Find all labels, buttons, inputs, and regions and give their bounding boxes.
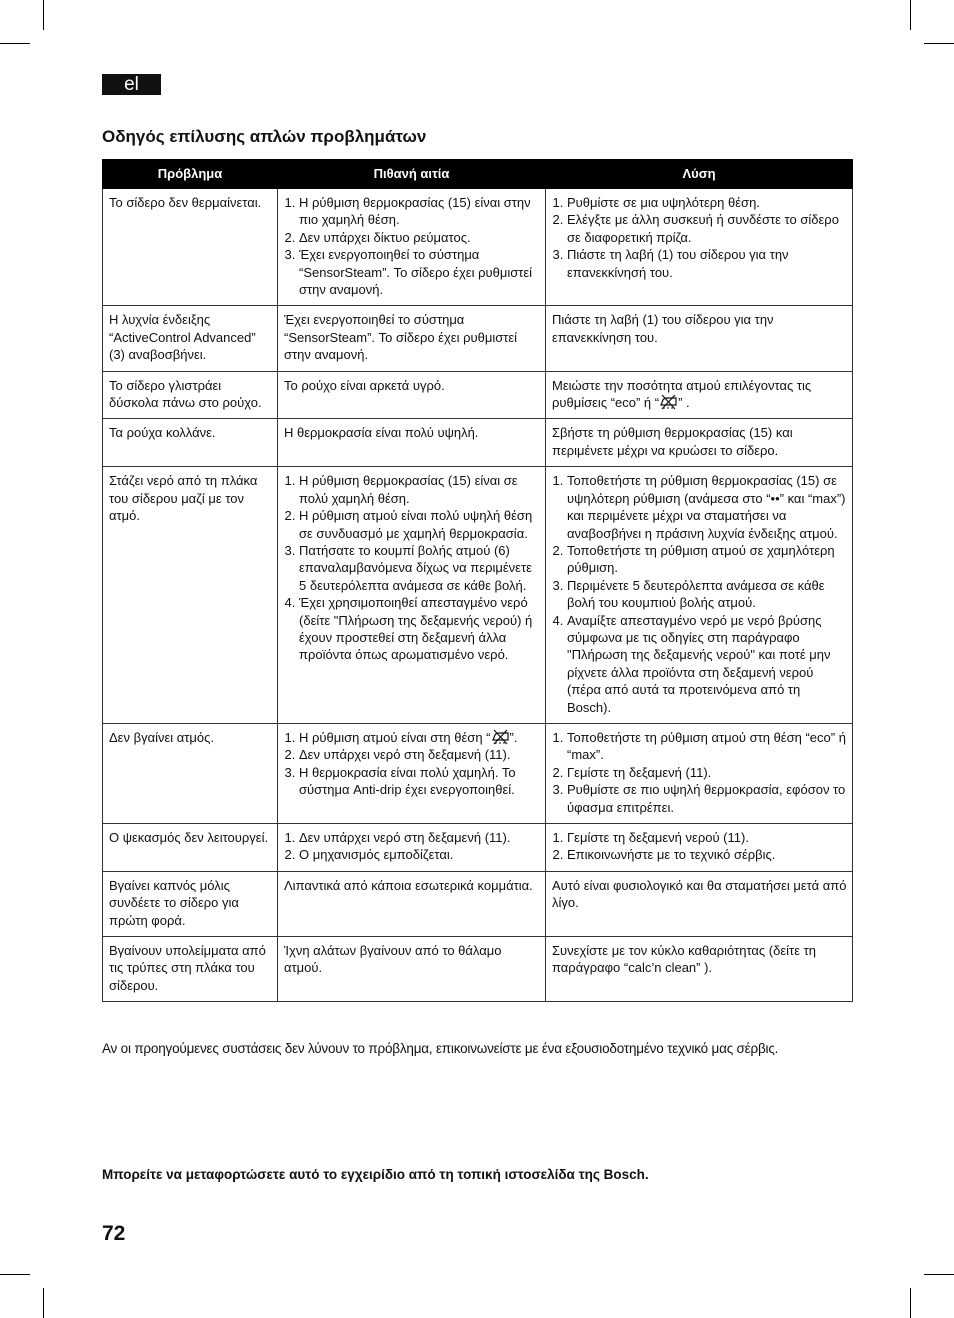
solution-cell: Πιάστε τη λαβή (1) του σίδερου για την επανεκκίνηση του. — [546, 306, 853, 371]
crop-mark — [910, 1288, 911, 1318]
solution-cell — [546, 189, 853, 306]
cause-cell: Το ρούχο είναι αρκετά υγρό. — [278, 371, 546, 419]
table-row — [103, 723, 853, 823]
cause-cell: Ίχνη αλάτων βγαίνουν από το θάλαμο ατμού. — [278, 937, 546, 1002]
list-item: 1. Η ρύθμιση θερμοκρασίας (15) είναι στην πιο χαμηλή θέση. — [299, 194, 540, 229]
problem-cell: Στάζει νερό από τη πλάκα του σίδερου μαζί με τον ατμό. — [103, 467, 278, 724]
crop-mark — [0, 1274, 30, 1275]
problem-cell: Το σίδερο γλιστράει δύσκολα πάνω στο ρούχο. — [103, 371, 278, 419]
list-item: 3. Έχει ενεργοποιηθεί το σύστημα “SensorSteam”. Το σίδερο έχει ρυθμιστεί στην αναμονή. — [299, 246, 540, 298]
list-item: 1. Τοποθετήστε τη ρύθμιση ατμού στη θέση “eco” ή “max”. — [567, 729, 847, 764]
list-item: 1. Ρυθμίστε σε μια υψηλότερη θέση. — [567, 194, 847, 211]
list-item: 2. Επικοινωνήστε με το τεχνικό σέρβις. — [567, 846, 847, 863]
problem-cell: Ο ψεκασμός δεν λειτουργεί. — [103, 824, 278, 872]
table-row — [103, 419, 853, 467]
crop-mark — [924, 1274, 954, 1275]
problem-cell: Η λυχνία ένδειξης “ActiveControl Advanced” (3) αναβοσβήνει. — [103, 306, 278, 371]
list-item: 1. Τοποθετήστε τη ρύθμιση θερμοκρασίας (15) σε υψηλότερη ρύθμιση (ανάμεσα στο “••” και “max”) και περιμένετε μέχρι να σταματήσει να αναβοσβήνει η πράσινη λυχνία ένδειξης ατμού. — [567, 472, 847, 542]
table-row — [103, 824, 853, 872]
list-item: 1. Γεμίστε τη δεξαμενή νερού (11). — [567, 829, 847, 846]
problem-cell: Το σίδερο δεν θερμαίνεται. — [103, 189, 278, 306]
header-problem: Πρόβλημα — [103, 160, 278, 189]
cause-cell — [278, 723, 546, 823]
header-solution: Λύση — [546, 160, 853, 189]
list-item: 1. Η ρύθμιση θερμοκρασίας (15) είναι σε πολύ χαμηλή θέση. — [299, 472, 540, 507]
crop-mark — [0, 43, 30, 44]
problem-cell: Βγαίνουν υπολείμματα από τις τρύπες στη πλάκα του σίδερου. — [103, 937, 278, 1002]
cause-cell: Η θερμοκρασία είναι πολύ υψηλή. — [278, 419, 546, 467]
crop-mark — [910, 0, 911, 30]
crop-mark — [43, 1288, 44, 1318]
solution-cell: Σβήστε τη ρύθμιση θερμοκρασίας (15) και περιμένετε μέχρι να κρυώσει το σίδερο. — [546, 419, 853, 467]
iron-no-steam-icon — [491, 729, 510, 745]
download-note: Μπορείτε να μεταφορτώσετε αυτό το εγχειρίδιο από τη τοπική ιστοσελίδα της Bosch. — [102, 1167, 649, 1182]
list-item: 3. Περιμένετε 5 δευτερόλεπτα ανάμεσα σε κάθε βολή του κουμπιού βολής ατμού. — [567, 577, 847, 612]
list-item: 3. Η θερμοκρασία είναι πολύ χαμηλή. Το σύστημα Anti-drip έχει ενεργοποιηθεί. — [299, 764, 540, 799]
cause-text: Η ρύθμιση ατμού είναι στη θέση “ — [299, 729, 491, 745]
solution-cell: Αυτό είναι φυσιολογικό και θα σταματήσει μετά από λίγο. — [546, 871, 853, 936]
cause-cell: Λιπαντικά από κάποια εσωτερικά κομμάτια. — [278, 871, 546, 936]
table-row — [103, 189, 853, 306]
page-title: Οδηγός επίλυσης απλών προβλημάτων — [102, 127, 427, 146]
table-row — [103, 371, 853, 419]
problem-cell: Τα ρούχα κολλάνε. — [103, 419, 278, 467]
list-item: 3. Ρυθμίστε σε πιο υψηλή θερμοκρασία, εφόσον το ύφασμα επιτρέπει. — [567, 781, 847, 816]
solution-text: Μειώστε την ποσότητα ατμού επιλέγοντας τις ρυθμίσεις “eco” ή “ — [552, 377, 812, 411]
table-row — [103, 467, 853, 724]
cause-cell — [278, 189, 546, 306]
solution-cell: Συνεχίστε με τον κύκλο καθαριότητας (δείτε τη παράγραφο “calc’n clean” ). — [546, 937, 853, 1002]
solution-cell — [546, 824, 853, 872]
iron-no-steam-icon — [659, 394, 678, 410]
list-item: 2. Τοποθετήστε τη ρύθμιση ατμού σε χαμηλότερη ρύθμιση. — [567, 542, 847, 577]
solution-text: ” . — [678, 395, 690, 411]
table-row — [103, 871, 853, 936]
list-item: 3. Πιάστε τη λαβή (1) του σίδερου για την επανεκκίνησή του. — [567, 246, 847, 281]
problem-cell: Δεν βγαίνει ατμός. — [103, 723, 278, 823]
list-item: 2. Ελέγξτε με άλλη συσκευή ή συνδέστε το σίδερο σε διαφορετική πρίζα. — [567, 211, 847, 246]
table-header-row — [103, 160, 853, 189]
list-item: 2. Ο μηχανισμός εμποδίζεται. — [299, 846, 540, 863]
support-note: Αν οι προηγούμενες συστάσεις δεν λύνουν το πρόβλημα, επικοινωνείστε με ένα εξουσιοδοτημένο τεχνικό μας σέρβις. — [102, 1041, 779, 1056]
list-item: 2. Δεν υπάρχει νερό στη δεξαμενή (11). — [299, 746, 540, 763]
list-item: 2. Δεν υπάρχει δίκτυο ρεύματος. — [299, 229, 540, 246]
solution-cell — [546, 723, 853, 823]
cause-cell: Έχει ενεργοποιηθεί το σύστημα “SensorSteam”. Το σίδερο έχει ρυθμιστεί στην αναμονή. — [278, 306, 546, 371]
list-item: 2. Γεμίστε τη δεξαμενή (11). — [567, 764, 847, 781]
header-cause: Πιθανή αιτία — [278, 160, 546, 189]
crop-mark — [924, 43, 954, 44]
list-item: 2. Η ρύθμιση ατμού είναι πολύ υψηλή θέση σε συνδυασμό με χαμηλή θερμοκρασία. — [299, 507, 540, 542]
problem-cell: Βγαίνει καπνός μόλις συνδέετε το σίδερο για πρώτη φορά. — [103, 871, 278, 936]
list-item: 1. Δεν υπάρχει νερό στη δεξαμενή (11). — [299, 829, 540, 846]
cause-text: ”. — [509, 729, 518, 745]
list-item: 4. Αναμίξτε απεσταγμένο νερό με νερό βρύσης σύμφωνα με τις οδηγίες στη παράγραφο "Πλήρωση της δεξαμενής νερού" και ποτέ μην ρίχνετε άλλα προϊόντα στη δεξαμενή νερού (πέρα από αυτά τα προτεινόμενα από τη Bosch). — [567, 612, 847, 716]
troubleshooting-table — [102, 159, 853, 1002]
solution-cell — [546, 371, 853, 419]
cause-cell — [278, 467, 546, 724]
page-number: 72 — [102, 1222, 126, 1245]
list-item: 3. Πατήσατε το κουμπί βολής ατμού (6) επαναλαμβανόμενα δίχως να περιμένετε 5 δευτερόλεπτα ανάμεσα σε κάθε βολή. — [299, 542, 540, 594]
solution-cell — [546, 467, 853, 724]
table-row — [103, 306, 853, 371]
crop-mark — [43, 0, 44, 30]
list-item — [299, 729, 540, 746]
table-row — [103, 937, 853, 1002]
language-tab: el — [102, 74, 161, 95]
list-item: 4. Έχει χρησιμοποιηθεί απεσταγμένο νερό (δείτε "Πλήρωση της δεξαμενής νερού) ή έχουν προστεθεί στη δεξαμενή άλλα προϊόντα όπως αρωματισμένο νερό. — [299, 594, 540, 664]
cause-cell — [278, 824, 546, 872]
